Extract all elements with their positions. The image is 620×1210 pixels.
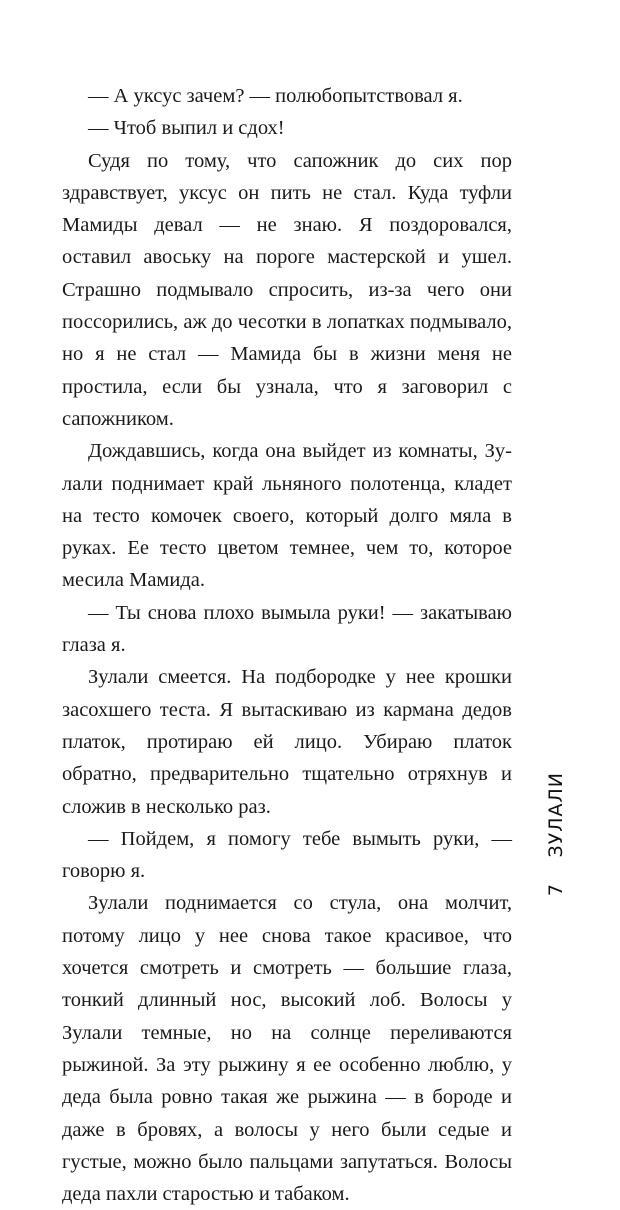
paragraph: Зулали смеется. На подбородке у нее крошки засохшего теста. Я вытаскиваю из кармана дедов платок, протираю ей лицо. Убираю платок обратно, предварительно тщательно отряхнув и сложив в несколько раз.	[62, 666, 512, 818]
paragraph: Судя по тому, что сапожник до сих пор здравствует, уксус он пить не стал. Куда туфли Мамиды девал — не знаю. Я поздоровался, оставил авоську на пороге мастерской и ушел. Страшно подмывало спросить, из-за чего они поссорились, аж до чесотки в лопатках подмывало, но я не стал — Мамида бы в жизни меня не простила, если бы узнала, что я заговорил с сапожником.	[62, 149, 512, 430]
page-number: 7	[545, 884, 567, 897]
paragraph: Зулали поднимается со стула, она молчит, потому лицо у нее снова такое красивое, что хочется смотреть и смотреть — большие глаза, тонкий длинный нос, высокий лоб. Волосы у Зулали темные, но на солнце переливаются рыжиной. За эту рыжину я ее особенно люблю, у деда была ровно такая же рыжина — в бороде и даже в бровях, а волосы у него были седые и густые, можно было пальцами запутаться. Волосы деда пахли старостью и табаком.	[62, 892, 512, 1206]
paragraph: — А уксус зачем? — полюбопытствовал я.	[88, 85, 463, 107]
paragraph: — Ты снова плохо вымыла руки! — закатываю глаза я.	[62, 601, 512, 657]
paragraph: Дождавшись, когда она выйдет из комнаты, Зулали поднимает край льняного полотенца, кладет на тесто комочек своего, который долго мяла в руках. Ее тесто цветом темнее, чем то, которое месила Мамида.	[62, 440, 512, 592]
body-text	[62, 80, 512, 1210]
paragraph: — Чтоб выпил и сдох!	[88, 117, 285, 140]
paragraph: — Пойдем, я помогу тебе вымыть руки, — говорю я.	[62, 827, 512, 883]
running-head: ЗУЛАЛИ	[545, 772, 567, 858]
